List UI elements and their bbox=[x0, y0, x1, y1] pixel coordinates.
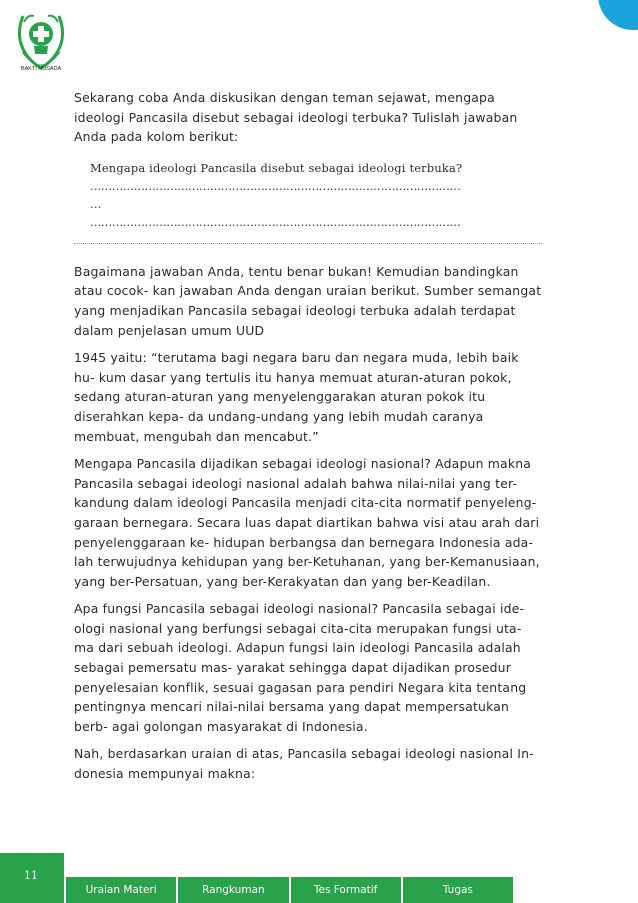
answer-box bbox=[74, 159, 542, 231]
bakti-husada-logo bbox=[14, 8, 68, 76]
paragraph-2: 1945 yaitu: “terutama bagi negara baru dan negara muda, lebih baik hu- kum dasar yang tertulis itu hanya memuat aturan-aturan pokok, sedang aturan-aturan yang menyelenggarakan aturan pokok itu diserahkan kepa- da undang-undang yang lebih mudah caranya membuat, mengubah dan mencabut.” bbox=[74, 350, 519, 444]
tab-uraian-materi[interactable]: Uraian Materi bbox=[66, 877, 178, 903]
tab-rangkuman[interactable]: Rangkuman bbox=[178, 877, 290, 903]
paragraph-1: Bagaimana jawaban Anda, tentu benar bukan! Kemudian bandingkan atau cocok- kan jawaban Anda dengan uraian berikut. Sumber semangat yang menjadikan Pancasila sebagai ideologi terbuka adalah terdapat dalam penjelasan umum UUD bbox=[74, 263, 542, 338]
paragraph-5: Nah, berdasarkan uraian di atas, Pancasila sebagai ideologi nasional In- donesia mempunyai makna: bbox=[74, 746, 534, 782]
intro-paragraph: Sekarang coba Anda diskusikan dengan teman sejawat, mengapa ideologi Pancasila disebut sebagai ideologi terbuka? Tulislah jawaban Anda pada kolom berikut: bbox=[74, 90, 518, 145]
paragraph-4: Apa fungsi Pancasila sebagai ideologi nasional? Pancasila sebagai ide- ologi nasional yang berfungsi sebagai cita-cita merupakan fungsi uta- ma dari sebuah ideologi. Adapun fungsi lain ideologi Pancasila adalah sebagai pemersatu mas- yarakat sehingga dapat dijadikan prosedur penyelesaian konflik, sesuai gagasan para pendiri Negara kita tentang pentingnya mencari nilai-nilai bersama yang dapat mempersatukan berb- agai golongan masyarakat di Indonesia. bbox=[74, 601, 527, 734]
page-number: 11 bbox=[24, 869, 38, 882]
corner-decoration bbox=[598, 0, 638, 30]
footer-nav bbox=[66, 877, 513, 903]
main-content bbox=[74, 88, 542, 792]
tab-tes-formatif[interactable]: Tes Formatif bbox=[291, 877, 403, 903]
answer-line-3[interactable]: ………………………………………………………………………………………… bbox=[90, 214, 461, 229]
tab-tugas[interactable]: Tugas bbox=[403, 877, 513, 903]
page-number-block bbox=[0, 853, 64, 903]
answer-question: Mengapa ideologi Pancasila disebut sebagai ideologi terbuka? bbox=[90, 160, 463, 175]
logo-text: BAKTI HUSADA bbox=[20, 66, 62, 72]
answer-box-divider bbox=[74, 243, 542, 244]
paragraph-3: Mengapa Pancasila dijadikan sebagai ideologi nasional? Adapun makna Pancasila sebagai ideologi nasional adalah bahwa nilai-nilai yang ter- kandung dalam ideologi Pancasila menjadi cita-cita normatif penyeleng- garaan bernegara. Secara luas dapat diartikan bahwa visi atau arah dari penyelenggaraan ke- hidupan berbangsa dan bernegara Indonesia ada- lah terwujudnya kehidupan yang ber-Ketuhanan, yang ber-Kemanusiaan, yang ber-Persatuan, yang ber-Kerakyatan dan yang ber-Keadilan. bbox=[74, 456, 540, 589]
answer-line-2[interactable]: … bbox=[90, 196, 101, 211]
answer-line-1[interactable]: ………………………………………………………………………………………… bbox=[90, 178, 461, 193]
